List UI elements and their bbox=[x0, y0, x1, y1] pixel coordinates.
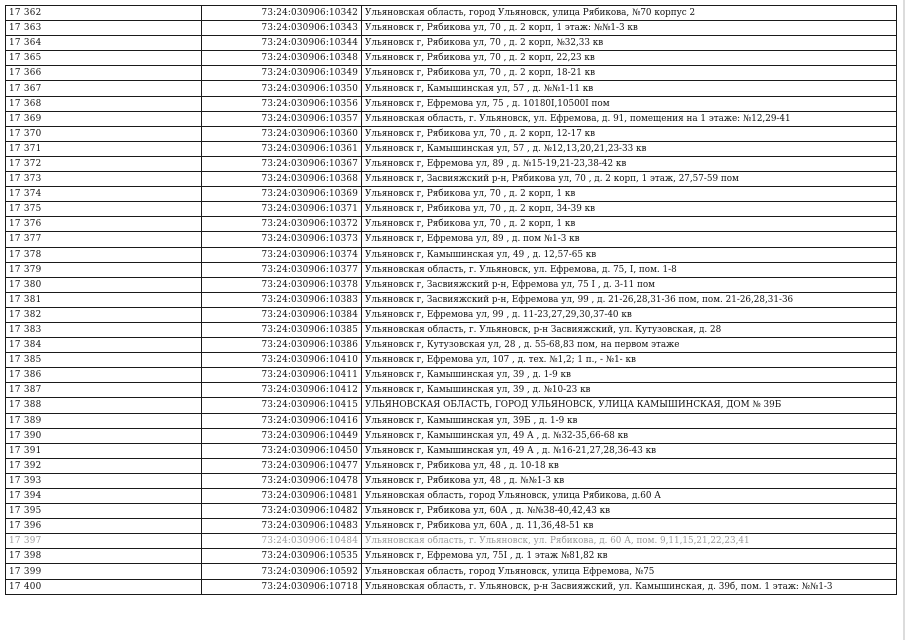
row-number-cell: 17 377 bbox=[6, 232, 202, 247]
address-cell: Ульяновск г, Камышинская ул, 49 , д. 12,57-65 кв bbox=[362, 247, 897, 262]
table-row bbox=[6, 21, 897, 36]
table-row bbox=[6, 141, 897, 156]
cadastral-number-cell: 73:24:030906:10718 bbox=[202, 579, 362, 594]
cadastral-number-cell: 73:24:030906:10360 bbox=[202, 126, 362, 141]
cadastral-number-cell: 73:24:030906:10342 bbox=[202, 6, 362, 21]
row-number-cell: 17 395 bbox=[6, 504, 202, 519]
row-number-cell: 17 390 bbox=[6, 428, 202, 443]
address-cell: Ульяновск г, Рябикова ул, 60А , д. 11,36,48-51 кв bbox=[362, 519, 897, 534]
cadastral-number-cell: 73:24:030906:10477 bbox=[202, 458, 362, 473]
cadastral-number-cell: 73:24:030906:10349 bbox=[202, 66, 362, 81]
address-cell: Ульяновск г, Камышинская ул, 57 , д. №№1-11 кв bbox=[362, 81, 897, 96]
table-row bbox=[6, 51, 897, 66]
row-number-cell: 17 385 bbox=[6, 353, 202, 368]
cadastral-number-cell: 73:24:030906:10385 bbox=[202, 322, 362, 337]
cadastral-number-cell: 73:24:030906:10383 bbox=[202, 292, 362, 307]
row-number-cell: 17 369 bbox=[6, 111, 202, 126]
table-row bbox=[6, 383, 897, 398]
row-number-cell: 17 376 bbox=[6, 217, 202, 232]
address-cell: Ульяновск г, Рябикова ул, 70 , д. 2 корп, 18-21 кв bbox=[362, 66, 897, 81]
cadastral-number-cell: 73:24:030906:10481 bbox=[202, 489, 362, 504]
cadastral-number-cell: 73:24:030906:10450 bbox=[202, 443, 362, 458]
cadastral-number-cell: 73:24:030906:10357 bbox=[202, 111, 362, 126]
table-row bbox=[6, 564, 897, 579]
row-number-cell: 17 365 bbox=[6, 51, 202, 66]
table-row bbox=[6, 232, 897, 247]
cadastral-number-cell: 73:24:030906:10378 bbox=[202, 277, 362, 292]
table-row bbox=[6, 413, 897, 428]
address-cell: Ульяновск г, Рябикова ул, 70 , д. 2 корп, 12-17 кв bbox=[362, 126, 897, 141]
cadastral-number-cell: 73:24:030906:10411 bbox=[202, 368, 362, 383]
row-number-cell: 17 396 bbox=[6, 519, 202, 534]
table-row bbox=[6, 262, 897, 277]
row-number-cell: 17 362 bbox=[6, 6, 202, 21]
row-number-cell: 17 388 bbox=[6, 398, 202, 413]
address-cell: Ульяновская область, город Ульяновск, улица Рябикова, д.60 А bbox=[362, 489, 897, 504]
cadastral-number-cell: 73:24:030906:10416 bbox=[202, 413, 362, 428]
row-number-cell: 17 397 bbox=[6, 534, 202, 549]
cadastral-number-cell: 73:24:030906:10482 bbox=[202, 504, 362, 519]
table-row bbox=[6, 307, 897, 322]
address-cell: Ульяновск г, Ефремова ул, 89 , д. №15-19,21-23,38-42 кв bbox=[362, 156, 897, 171]
row-number-cell: 17 378 bbox=[6, 247, 202, 262]
address-cell: Ульяновск г, Ефремова ул, 107 , д. тех. №1,2; 1 п., - №1- кв bbox=[362, 353, 897, 368]
address-cell: Ульяновск г, Рябикова ул, 70 , д. 2 корп, 22,23 кв bbox=[362, 51, 897, 66]
row-number-cell: 17 383 bbox=[6, 322, 202, 337]
address-cell: Ульяновск г, Рябикова ул, 70 , д. 2 корп, 1 этаж: №№1-3 кв bbox=[362, 21, 897, 36]
row-number-cell: 17 387 bbox=[6, 383, 202, 398]
table-row bbox=[6, 338, 897, 353]
row-number-cell: 17 382 bbox=[6, 307, 202, 322]
row-number-cell: 17 399 bbox=[6, 564, 202, 579]
table-row bbox=[6, 489, 897, 504]
address-cell: Ульяновск г, Рябикова ул, 48 , д. №№1-3 кв bbox=[362, 473, 897, 488]
row-number-cell: 17 371 bbox=[6, 141, 202, 156]
address-cell: Ульяновск г, Ефремова ул, 75I , д. 1 этаж №81,82 кв bbox=[362, 549, 897, 564]
cadastral-number-cell: 73:24:030906:10372 bbox=[202, 217, 362, 232]
cadastral-number-cell: 73:24:030906:10374 bbox=[202, 247, 362, 262]
table-row bbox=[6, 549, 897, 564]
row-number-cell: 17 393 bbox=[6, 473, 202, 488]
cadastral-number-cell: 73:24:030906:10483 bbox=[202, 519, 362, 534]
address-cell: Ульяновская область, город Ульяновск, улица Рябикова, №70 корпус 2 bbox=[362, 6, 897, 21]
address-cell: Ульяновская область, г. Ульяновск, ул. Ефремова, д. 91, помещения на 1 этаже: №12,29-41 bbox=[362, 111, 897, 126]
cadastral-number-cell: 73:24:030906:10373 bbox=[202, 232, 362, 247]
address-cell: Ульяновск г, Камышинская ул, 39 , д. №10-23 кв bbox=[362, 383, 897, 398]
cadastral-register-table bbox=[5, 5, 897, 595]
table-row bbox=[6, 428, 897, 443]
table-row bbox=[6, 172, 897, 187]
cadastral-number-cell: 73:24:030906:10535 bbox=[202, 549, 362, 564]
table-row bbox=[6, 322, 897, 337]
cadastral-number-cell: 73:24:030906:10377 bbox=[202, 262, 362, 277]
row-number-cell: 17 384 bbox=[6, 338, 202, 353]
table-row bbox=[6, 292, 897, 307]
cadastral-number-cell: 73:24:030906:10386 bbox=[202, 338, 362, 353]
address-cell: Ульяновская область, г. Ульяновск, ул. Ефремова, д. 75, I, пом. 1-8 bbox=[362, 262, 897, 277]
row-number-cell: 17 370 bbox=[6, 126, 202, 141]
table-row bbox=[6, 111, 897, 126]
address-cell: Ульяновск г, Камышинская ул, 49 А , д. №32-35,66-68 кв bbox=[362, 428, 897, 443]
row-number-cell: 17 394 bbox=[6, 489, 202, 504]
table-row bbox=[6, 96, 897, 111]
address-cell: Ульяновск г, Рябикова ул, 60А , д. №№38-40,42,43 кв bbox=[362, 504, 897, 519]
table-row bbox=[6, 126, 897, 141]
address-cell: Ульяновск г, Рябикова ул, 70 , д. 2 корп, 1 кв bbox=[362, 187, 897, 202]
row-number-cell: 17 366 bbox=[6, 66, 202, 81]
cadastral-number-cell: 73:24:030906:10356 bbox=[202, 96, 362, 111]
address-cell: Ульяновская область, город Ульяновск, улица Ефремова, №75 bbox=[362, 564, 897, 579]
row-number-cell: 17 373 bbox=[6, 172, 202, 187]
address-cell: Ульяновская область, г. Ульяновск, р-н Засвияжский, ул. Кутузовская, д. 28 bbox=[362, 322, 897, 337]
cadastral-number-cell: 73:24:030906:10369 bbox=[202, 187, 362, 202]
table-row bbox=[6, 443, 897, 458]
table-row bbox=[6, 368, 897, 383]
row-number-cell: 17 364 bbox=[6, 36, 202, 51]
address-cell: Ульяновск г, Кутузовская ул, 28 , д. 55-68,83 пом, на первом этаже bbox=[362, 338, 897, 353]
row-number-cell: 17 363 bbox=[6, 21, 202, 36]
row-number-cell: 17 400 bbox=[6, 579, 202, 594]
cadastral-number-cell: 73:24:030906:10592 bbox=[202, 564, 362, 579]
table-row bbox=[6, 534, 897, 549]
cadastral-number-cell: 73:24:030906:10344 bbox=[202, 36, 362, 51]
table-row bbox=[6, 579, 897, 594]
address-cell: Ульяновск г, Камышинская ул, 39Б , д. 1-9 кв bbox=[362, 413, 897, 428]
address-cell: Ульяновск г, Рябикова ул, 48 , д. 10-18 кв bbox=[362, 458, 897, 473]
address-cell: Ульяновск г, Ефремова ул, 99 , д. 11-23,27,29,30,37-40 кв bbox=[362, 307, 897, 322]
address-cell: Ульяновск г, Засвияжский р-н, Ефремова ул, 75 I , д. 3-11 пом bbox=[362, 277, 897, 292]
cadastral-number-cell: 73:24:030906:10410 bbox=[202, 353, 362, 368]
address-cell: Ульяновск г, Рябикова ул, 70 , д. 2 корп, 1 кв bbox=[362, 217, 897, 232]
cadastral-number-cell: 73:24:030906:10343 bbox=[202, 21, 362, 36]
address-cell: Ульяновская область, г. Ульяновск, ул. Рябикова, д. 60 А, пом. 9,11,15,21,22,23,41 bbox=[362, 534, 897, 549]
table-row bbox=[6, 66, 897, 81]
cadastral-number-cell: 73:24:030906:10371 bbox=[202, 202, 362, 217]
row-number-cell: 17 392 bbox=[6, 458, 202, 473]
table-row bbox=[6, 36, 897, 51]
table-row bbox=[6, 6, 897, 21]
cadastral-number-cell: 73:24:030906:10367 bbox=[202, 156, 362, 171]
row-number-cell: 17 368 bbox=[6, 96, 202, 111]
row-number-cell: 17 367 bbox=[6, 81, 202, 96]
cadastral-number-cell: 73:24:030906:10478 bbox=[202, 473, 362, 488]
table-row bbox=[6, 217, 897, 232]
register-table-body bbox=[6, 6, 897, 595]
row-number-cell: 17 380 bbox=[6, 277, 202, 292]
address-cell: Ульяновск г, Рябикова ул, 70 , д. 2 корп, 34-39 кв bbox=[362, 202, 897, 217]
cadastral-number-cell: 73:24:030906:10350 bbox=[202, 81, 362, 96]
cadastral-number-cell: 73:24:030906:10384 bbox=[202, 307, 362, 322]
row-number-cell: 17 381 bbox=[6, 292, 202, 307]
row-number-cell: 17 375 bbox=[6, 202, 202, 217]
cadastral-number-cell: 73:24:030906:10449 bbox=[202, 428, 362, 443]
cadastral-number-cell: 73:24:030906:10412 bbox=[202, 383, 362, 398]
table-row bbox=[6, 458, 897, 473]
cadastral-number-cell: 73:24:030906:10348 bbox=[202, 51, 362, 66]
table-row bbox=[6, 473, 897, 488]
row-number-cell: 17 386 bbox=[6, 368, 202, 383]
table-row bbox=[6, 81, 897, 96]
table-row bbox=[6, 277, 897, 292]
table-row bbox=[6, 187, 897, 202]
table-row bbox=[6, 504, 897, 519]
address-cell: Ульяновск г, Ефремова ул, 75 , д. 10180I,10500I пом bbox=[362, 96, 897, 111]
address-cell: УЛЬЯНОВСКАЯ ОБЛАСТЬ, ГОРОД УЛЬЯНОВСК, УЛИЦА КАМЫШИНСКАЯ, ДОМ № 39Б bbox=[362, 398, 897, 413]
cadastral-number-cell: 73:24:030906:10368 bbox=[202, 172, 362, 187]
table-row bbox=[6, 398, 897, 413]
row-number-cell: 17 372 bbox=[6, 156, 202, 171]
row-number-cell: 17 398 bbox=[6, 549, 202, 564]
table-row bbox=[6, 353, 897, 368]
cadastral-number-cell: 73:24:030906:10484 bbox=[202, 534, 362, 549]
row-number-cell: 17 379 bbox=[6, 262, 202, 277]
address-cell: Ульяновская область, г. Ульяновск, р-н Засвияжский, ул. Камышинская, д. 39б, пом. 1 этаж: №№1-3 bbox=[362, 579, 897, 594]
table-row bbox=[6, 247, 897, 262]
table-row bbox=[6, 202, 897, 217]
cadastral-number-cell: 73:24:030906:10415 bbox=[202, 398, 362, 413]
address-cell: Ульяновск г, Засвияжский р-н, Рябикова ул, 70 , д. 2 корп, 1 этаж, 27,57-59 пом bbox=[362, 172, 897, 187]
address-cell: Ульяновск г, Засвияжский р-н, Ефремова ул, 99 , д. 21-26,28,31-36 пом, пом. 21-26,28,31-36 bbox=[362, 292, 897, 307]
address-cell: Ульяновск г, Камышинская ул, 57 , д. №12,13,20,21,23-33 кв bbox=[362, 141, 897, 156]
row-number-cell: 17 374 bbox=[6, 187, 202, 202]
row-number-cell: 17 389 bbox=[6, 413, 202, 428]
table-row bbox=[6, 519, 897, 534]
address-cell: Ульяновск г, Камышинская ул, 39 , д. 1-9 кв bbox=[362, 368, 897, 383]
address-cell: Ульяновск г, Рябикова ул, 70 , д. 2 корп, №32,33 кв bbox=[362, 36, 897, 51]
row-number-cell: 17 391 bbox=[6, 443, 202, 458]
cadastral-number-cell: 73:24:030906:10361 bbox=[202, 141, 362, 156]
address-cell: Ульяновск г, Ефремова ул, 89 , д. пом №1-3 кв bbox=[362, 232, 897, 247]
table-row bbox=[6, 156, 897, 171]
address-cell: Ульяновск г, Камышинская ул, 49 А , д. №16-21,27,28,36-43 кв bbox=[362, 443, 897, 458]
